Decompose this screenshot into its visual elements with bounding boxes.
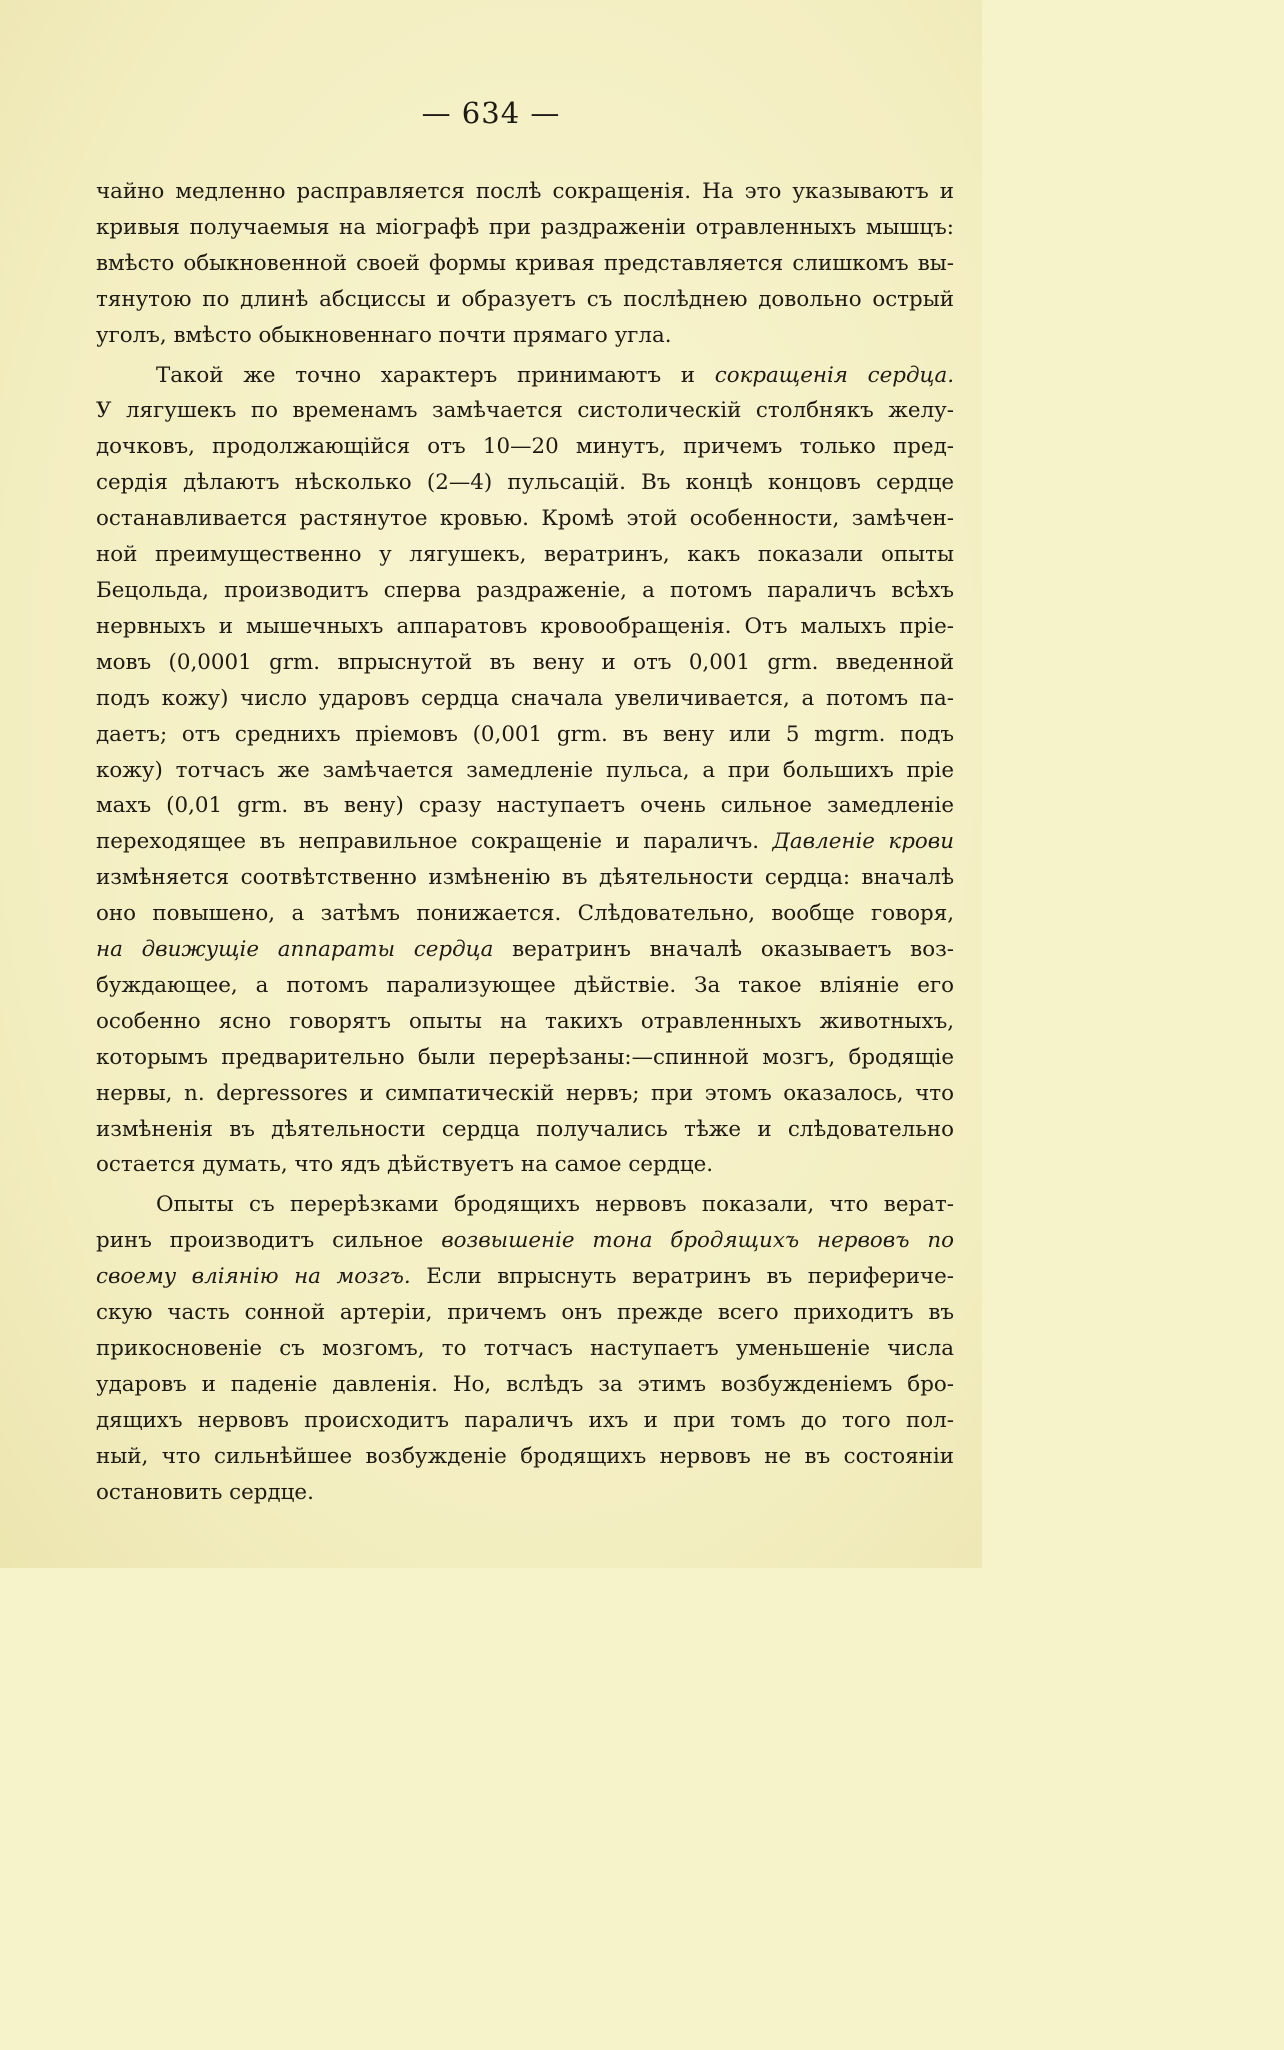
italic-phrase: Давленіе крови: [772, 829, 954, 855]
text-line: скую часть сонной артеріи, причемъ онъ прежде всего приходитъ въ: [96, 1300, 954, 1326]
text-line: Бецольда, производитъ сперва раздраженіе, а потомъ параличъ всѣхъ: [96, 577, 954, 603]
text-line: останавливается растянутое кровью. Кромѣ этой особенности, замѣчен-: [96, 506, 954, 532]
text-line: сердія дѣлаютъ нѣсколько (2—4) пульсацій. Въ концѣ концовъ сердце: [96, 470, 954, 496]
text-line: ударовъ и паденіе давленія. Но, вслѣдъ за этимъ возбужденіемъ бро-: [96, 1371, 954, 1397]
text-line: измѣняется соотвѣтственно измѣненію въ дѣятельности сердца: вначалѣ: [96, 865, 954, 891]
text-line: подъ кожу) число ударовъ сердца сначала увеличивается, а потомъ па-: [96, 685, 954, 711]
text-line: [96, 1259, 954, 1295]
text-line: [96, 932, 954, 968]
text-line: ной преимущественно у лягушекъ, вератринъ, какъ показали опыты: [96, 542, 954, 568]
text-line: У лягушекъ по временамъ замѣчается систолическій столбнякъ желу-: [96, 398, 954, 424]
text-line: [96, 1223, 954, 1259]
text-segment: Такой же точно характеръ принимаютъ и: [156, 362, 715, 388]
text-line: измѣненія въ дѣятельности сердца получались тѣже и слѣдовательно: [96, 1116, 954, 1142]
text-line: уголъ, вмѣсто обыкновеннаго почти прямаго угла.: [96, 322, 672, 348]
italic-phrase: своему вліянію на мозгъ.: [96, 1264, 411, 1290]
text-line: Опыты съ перерѣзками бродящихъ нервовъ показали, что верат-: [156, 1192, 954, 1218]
italic-phrase: сокращенія сердца.: [714, 362, 954, 388]
text-segment: Если впрыснуть вератринъ въ перифериче-: [410, 1264, 955, 1290]
text-line: кривыя получаемыя на міографѣ при раздраженіи отравленныхъ мышцъ:: [96, 214, 954, 240]
text-segment: ринъ производитъ сильное: [96, 1228, 442, 1254]
text-line: которымъ предварительно были перерѣзаны:—спинной мозгъ, бродящіе: [96, 1044, 954, 1070]
text-line: ный, что сильнѣйшее возбужденіе бродящихъ нервовъ не въ состояніи: [96, 1443, 954, 1469]
text-line: даетъ; отъ среднихъ пріемовъ (0,001 grm. въ вену или 5 mgrm. подъ: [96, 721, 954, 747]
text-line: оно повышено, а затѣмъ понижается. Слѣдовательно, вообще говоря,: [96, 901, 954, 927]
text-line: [96, 824, 954, 860]
italic-phrase: возвышеніе тона бродящихъ нервовъ по: [441, 1228, 954, 1254]
body-text: [96, 174, 954, 1511]
text-line: остановить сердце.: [96, 1479, 314, 1505]
paragraph-3: [96, 1187, 954, 1510]
text-line: [96, 358, 954, 394]
text-line: мовъ (0,0001 grm. впрыснутой въ вену и отъ 0,001 grm. введенной: [96, 649, 954, 675]
text-line: махъ (0,01 grm. въ вену) сразу наступаетъ очень сильное замедленіе: [96, 793, 954, 819]
text-line: дочковъ, продолжающійся отъ 10—20 минутъ, причемъ только пред-: [96, 434, 954, 460]
text-line: тянутою по длинѣ абсциссы и образуетъ съ послѣднею довольно острый: [96, 286, 954, 312]
text-line: нервы, n. depressores и симпатическій нервъ; при этомъ оказалось, что: [96, 1080, 954, 1106]
text-line: кожу) тотчасъ же замѣчается замедленіе пульса, а при большихъ пріе: [96, 757, 954, 783]
page-number: — 634 —: [421, 96, 561, 130]
italic-phrase: на движущіе аппараты сердца: [96, 937, 494, 963]
text-line: прикосновеніе съ мозгомъ, то тотчасъ наступаетъ уменьшеніе числа: [96, 1336, 954, 1361]
paragraph-2: [96, 358, 954, 1184]
text-line: вмѣсто обыкновенной своей формы кривая представляется слишкомъ вы-: [96, 250, 954, 276]
text-line: остается думать, что ядъ дѣйствуетъ на самое сердце.: [96, 1152, 714, 1178]
text-segment: вератринъ вначалѣ оказываетъ воз-: [493, 937, 955, 963]
text-line: нервныхъ и мышечныхъ аппаратовъ кровообращенія. Отъ малыхъ пріе-: [96, 613, 954, 639]
text-line: буждающее, а потомъ парализующее дѣйствіе. За такое вліяніе его: [96, 972, 954, 998]
paragraph-1: [96, 174, 954, 354]
text-line: чайно медленно расправляется послѣ сокращенія. На это указываютъ и: [96, 179, 954, 204]
text-segment: переходящее въ неправильное сокращеніе и параличъ.: [96, 829, 773, 855]
text-line: дящихъ нервовъ происходитъ параличъ ихъ и при томъ до того пол-: [96, 1407, 954, 1433]
text-line: особенно ясно говорятъ опыты на такихъ отравленныхъ животныхъ,: [96, 1008, 954, 1034]
